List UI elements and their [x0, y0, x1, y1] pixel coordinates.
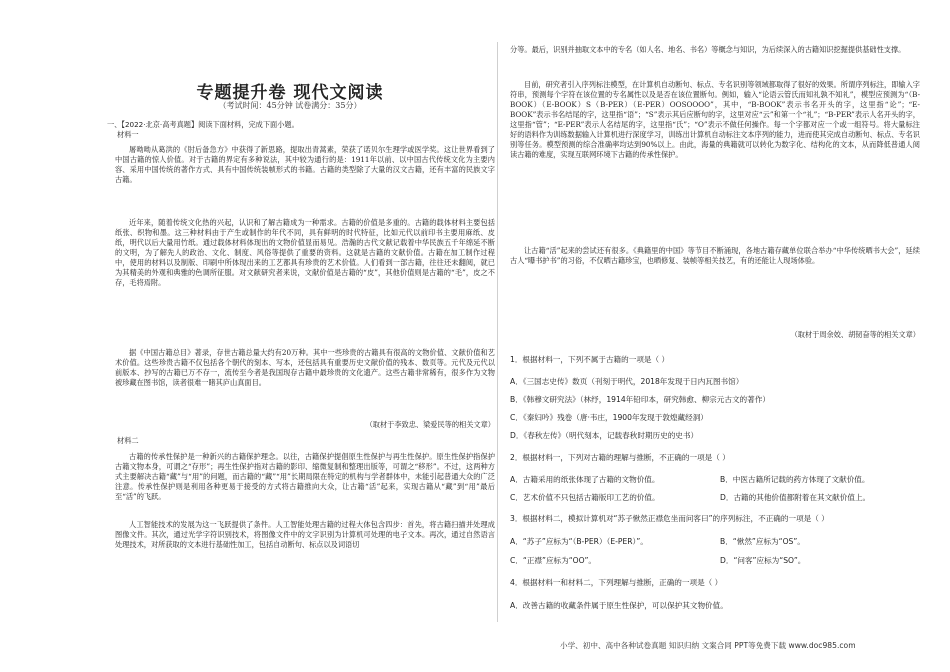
question-1-option-c[interactable]: C．《秦妇吟》残卷（唐·韦庄，1900年发现于敦煌藏经洞） — [510, 413, 708, 422]
page-title: 专题提升卷 现代文阅读 — [196, 83, 384, 103]
question-2-option-c[interactable]: C．艺术价值不只包括古籍版印工艺的价值。 — [510, 493, 660, 502]
question-3-option-c[interactable]: C．“正襟”应标为“OO”。 — [510, 556, 597, 565]
material-2-paragraph: 分等。最后，识别并抽取文本中的专名（如人名、地名、书名）等概念与知识，为后续深入的古籍知识挖掘提供基础性支撑。 — [510, 45, 906, 54]
material-2-paragraph: 古籍的传承性保护是一种新兴的古籍保护理念。以往，古籍保护提倡原生性保护与再生性保护。原生性保护指保护古籍文物本身，可谓之“存形”；再生性保护指对古籍的影印、缩微复制和整理出版等，可谓之“移形”。不过，这两种方式主要解决古籍“藏”与“用”的问题，而古籍的“藏”“用”长期局限在特定的机构与学者群体中，未能引起普通大众的广泛注意。传承性保护则是利用各种更易于接受的方式将古籍推向大众，让古籍“活”起来，实现古籍从“藏”到“用”最后至“活”的飞跃。 — [115, 452, 495, 501]
question-intro: 一、【2022·北京·高考真题】阅读下面材料，完成下面小题。 — [107, 120, 299, 129]
material-2-paragraph: 让古籍“活”起来的尝试还有很多。《典籍里的中国》等节目不断涌现，各地古籍存藏单位联合举办“中华传统晒书大会”，延续古人“曝书护书”的习俗，不仅晒古籍珍宝，也晒修复、装帧等相关技艺，有的还能让人现场体验。 — [510, 246, 920, 265]
question-3-option-a[interactable]: A．“苏子”应标为“（B-PER）（E-PER）”。 — [510, 537, 648, 546]
question-3: 3．根据材料二，模拟计算机对“苏子愀然正襟危坐而问客曰”的序列标注，不正确的一项是（ ） — [510, 514, 829, 523]
question-1-option-b[interactable]: B．《韩穆文研究法》（林纾，1914年铅印本，研究韩愈、柳宗元古文的著作） — [510, 395, 770, 404]
question-1-option-a[interactable]: A．《三国志史传》数页（刊刻于明代，2018年发现于日内瓦图书馆） — [510, 377, 744, 386]
question-1-option-d[interactable]: D．《春秋左传》（明代刻本，记载春秋时期历史的史书） — [510, 431, 699, 440]
exam-info: （考试时间：45分钟 试卷满分：35分） — [218, 101, 362, 110]
question-1: 1．根据材料一，下列不属于古籍的一项是（ ） — [510, 355, 670, 364]
column-divider — [497, 42, 498, 622]
material-1-source: （取材于李致忠、梁爱民等的相关文章） — [365, 420, 495, 429]
question-3-option-b[interactable]: B．“愀然”应标为“OS”。 — [720, 537, 805, 546]
material-2-paragraph: 人工智能技术的发展为这一飞跃提供了条件。人工智能处理古籍的过程大体包含四步：首先，将古籍扫描并处理成图像文件。其次，通过光学字符识别技术，将图像文件中的文字识别为计算机可处理的电子文本。再次，通过自然语言处理技术，对所获取的文本进行基础性加工，包括自动断句、标点以及词语切 — [115, 520, 495, 549]
question-3-option-d[interactable]: D．“问客”应标为“SO”。 — [720, 556, 806, 565]
question-2-option-d[interactable]: D．古籍的其他价值都附着在其文献价值上。 — [720, 493, 871, 502]
material-2-paragraph: 目前，研究者引入序列标注模型，在计算机自动断句、标点、专名识别等领域都取得了很好的效果。所谓序列标注，即输入字符串，预测每个字符在该位置的专名属性以及是否在该位置断句。例如，输入“论语云管氏而知礼孰不知礼”，模型应预测为“（B-BOOK）（E-BOOK）S（B-PER）（E-PER）OOSOOOO”，其中，“B-BOOK”表示书名开头的字，这里指“论”；“E-BOOK”表示书名结尾的字，这里指“语”；“S”表示其后应断句的字，这里对应“云”和第一个“礼”；“B-PER”表示人名开头的字，这里指“管”；“E-PER”表示人名结尾的字，这里指“氏”；“O”表示不做任何操作。每一个字都对应一个或一组符号。将大量标注好的语料作为训练数据输入计算机进行深度学习，训练出计算机自动标注文本序列的能力，进而使其完成自动断句、标点、专名识别等任务。模型预测的综合准确率均达到90%以上。由此，海量的典籍就可以转化为数字化、结构化的文本，从而降低普通人阅读古籍的难度，实现互联网环境下古籍的传承性保护。 — [510, 80, 920, 159]
question-2-option-b[interactable]: B．中医古籍所记载的药方体现了文献价值。 — [720, 475, 870, 484]
question-4: 4．根据材料一和材料二，下列理解与推断，正确的一项是（ ） — [510, 578, 723, 587]
question-2: 2．根据材料一，下列对古籍的理解与推断，不正确的一项是（ ） — [510, 453, 730, 462]
question-4-option-a[interactable]: A．改善古籍的收藏条件属于原生性保护，可以保护其文物价值。 — [510, 601, 728, 610]
material-2-source: （取材于周余姣、胡韧奋等的相关文章） — [790, 330, 920, 339]
page-footer: 小学、初中、高中各种试卷真题 知识归纳 文案合同 PPT等免费下载 www.doc985.com — [560, 641, 856, 650]
material-1-paragraph: 屠呦呦从葛洪的《肘后备急方》中获得了新思路，提取出青蒿素，荣获了诺贝尔生理学或医学奖。这让世界看到了中国古籍的惊人价值。对于古籍的界定有多种说法，其中较为通行的是：1911年以前、以中国古代传统文化为主要内容、采用中国传统的著作方式、具有中国传统装帧形式的书籍。古籍的类型除了大量的汉文古籍，还有丰富的民族文字古籍。 — [115, 145, 495, 184]
material-2-label: 材料二 — [117, 436, 139, 445]
material-1-label: 材料一 — [117, 130, 139, 139]
material-1-paragraph: 近年来，随着传统文化热的兴起，认识和了解古籍成为一种需求。古籍的价值是多重的。古籍的载体材料主要包括纸张、织物和墨。这三种材料由于产生或制作的年代不同，具有鲜明的时代特征，比如元代以前印书主要用麻纸、皮纸，明代以后大量用竹纸。通过载体材料体现出的文物价值显而易见。浩瀚的古代文献记载着中华民族五千年绵延不断的文明，为了解先人的政治、文化、制度、风俗等提供了重要的资料。这就是古籍的文献价值。古籍在加工制作过程中，使用的材料以及制版、印刷中所体现出来的工艺都具有珍贵的艺术价值。人们看到一部古籍，往往还未翻阅，就已为其精美的外观和典雅的色调所征服。对文献研究者来说，文献价值是古籍的“皮”，其他价值则是古籍的“毛”，皮之不存，毛将焉附。 — [115, 218, 495, 287]
question-2-option-a[interactable]: A．古籍采用的纸张体现了古籍的文物价值。 — [510, 475, 660, 484]
material-1-paragraph: 据《中国古籍总目》著录，存世古籍总量大约有20万种。其中一些珍贵的古籍具有很高的文物价值、文献价值和艺术价值。这些珍贵古籍不仅包括各个朝代的刻本、写本，还包括具有重要历史文献价值的残本、数页等。元代及元代以前版本、抄写的古籍已万不存一，流传至今者是我国现存古籍中最珍贵的文化遗产。这些古籍非常稀有，很多作为文物被珍藏在图书馆，读者很难一睹其庐山真面目。 — [115, 348, 495, 387]
